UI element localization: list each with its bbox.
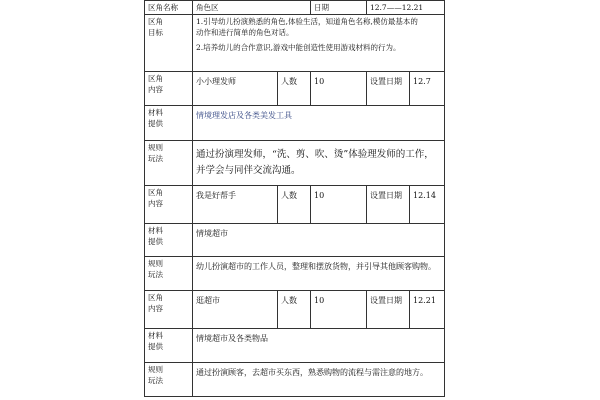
content-value-1: 小小理发师 — [193, 72, 278, 106]
content-row-1 — [145, 72, 445, 106]
materials-value-1: 情境理发店及各类美发工具 — [193, 106, 445, 141]
set-date-label-1: 设置日期 — [367, 72, 410, 106]
materials-label: 材料 提供 — [145, 224, 193, 257]
rules-row-2 — [145, 257, 445, 291]
rules-1-line-1: 通过扮演理发师，“洗、剪、吹、烫”体验理发师的工作， — [196, 149, 434, 160]
materials-row-2 — [145, 224, 445, 257]
rules-row-1 — [145, 141, 445, 186]
content-label: 区角 内容 — [145, 291, 193, 329]
rules-row-3 — [145, 363, 445, 397]
materials-label: 材料 提供 — [145, 329, 193, 363]
rules-value-1 — [193, 141, 445, 186]
header-row — [145, 1, 445, 15]
rules-label: 规则 玩法 — [145, 363, 193, 397]
area-name-label: 区角名称 — [145, 1, 193, 15]
plan-table — [144, 0, 445, 397]
materials-row-1 — [145, 106, 445, 141]
date-label: 日期 — [311, 1, 367, 15]
objective-line-3: 2.培养幼儿的合作意识,游戏中能创造性使用游戏材料的行为。 — [196, 43, 401, 52]
rules-value-3: 通过扮演顾客，去超市买东西，熟悉购物的流程与需注意的地方。 — [193, 363, 445, 397]
count-label-1: 人数 — [278, 72, 311, 106]
count-value-1: 10 — [311, 72, 367, 106]
rules-label: 规则 玩法 — [145, 257, 193, 291]
content-row-3 — [145, 291, 445, 329]
objective-text — [193, 15, 445, 72]
materials-value-3: 情境超市及各类物品 — [193, 329, 445, 363]
rules-value-2: 幼儿扮演超市的工作人员，整理和摆放货物，并引导其他顾客购物。 — [193, 257, 445, 291]
set-date-value-3: 12.21 — [410, 291, 445, 329]
set-date-value-1: 12.7 — [410, 72, 445, 106]
set-date-value-2: 12.14 — [410, 186, 445, 224]
area-name-value: 角色区 — [193, 1, 311, 15]
content-label: 区角 内容 — [145, 186, 193, 224]
date-range-value: 12.7——12.21 — [367, 1, 445, 15]
content-row-2 — [145, 186, 445, 224]
count-value-3: 10 — [311, 291, 367, 329]
content-label: 区角 内容 — [145, 72, 193, 106]
objective-line-1: 1.引导幼儿扮演熟悉的角色,体验生活，知道角色名称,模仿最基本的 — [196, 17, 418, 26]
count-label-2: 人数 — [278, 186, 311, 224]
objective-label: 区角 目标 — [145, 15, 193, 72]
materials-value-2: 情境超市 — [193, 224, 445, 257]
set-date-label-3: 设置日期 — [367, 291, 410, 329]
objective-row — [145, 15, 445, 72]
materials-row-3 — [145, 329, 445, 363]
content-value-2: 我是好帮手 — [193, 186, 278, 224]
rules-1-line-2: 并学会与同伴交流沟通。 — [196, 165, 301, 176]
content-value-3: 逛超市 — [193, 291, 278, 329]
rules-label: 规则 玩法 — [145, 141, 193, 186]
activity-plan-sheet — [144, 0, 444, 397]
count-value-2: 10 — [311, 186, 367, 224]
set-date-label-2: 设置日期 — [367, 186, 410, 224]
materials-label: 材料 提供 — [145, 106, 193, 141]
objective-line-2: 动作和进行简单的角色对话。 — [196, 28, 294, 37]
count-label-3: 人数 — [278, 291, 311, 329]
